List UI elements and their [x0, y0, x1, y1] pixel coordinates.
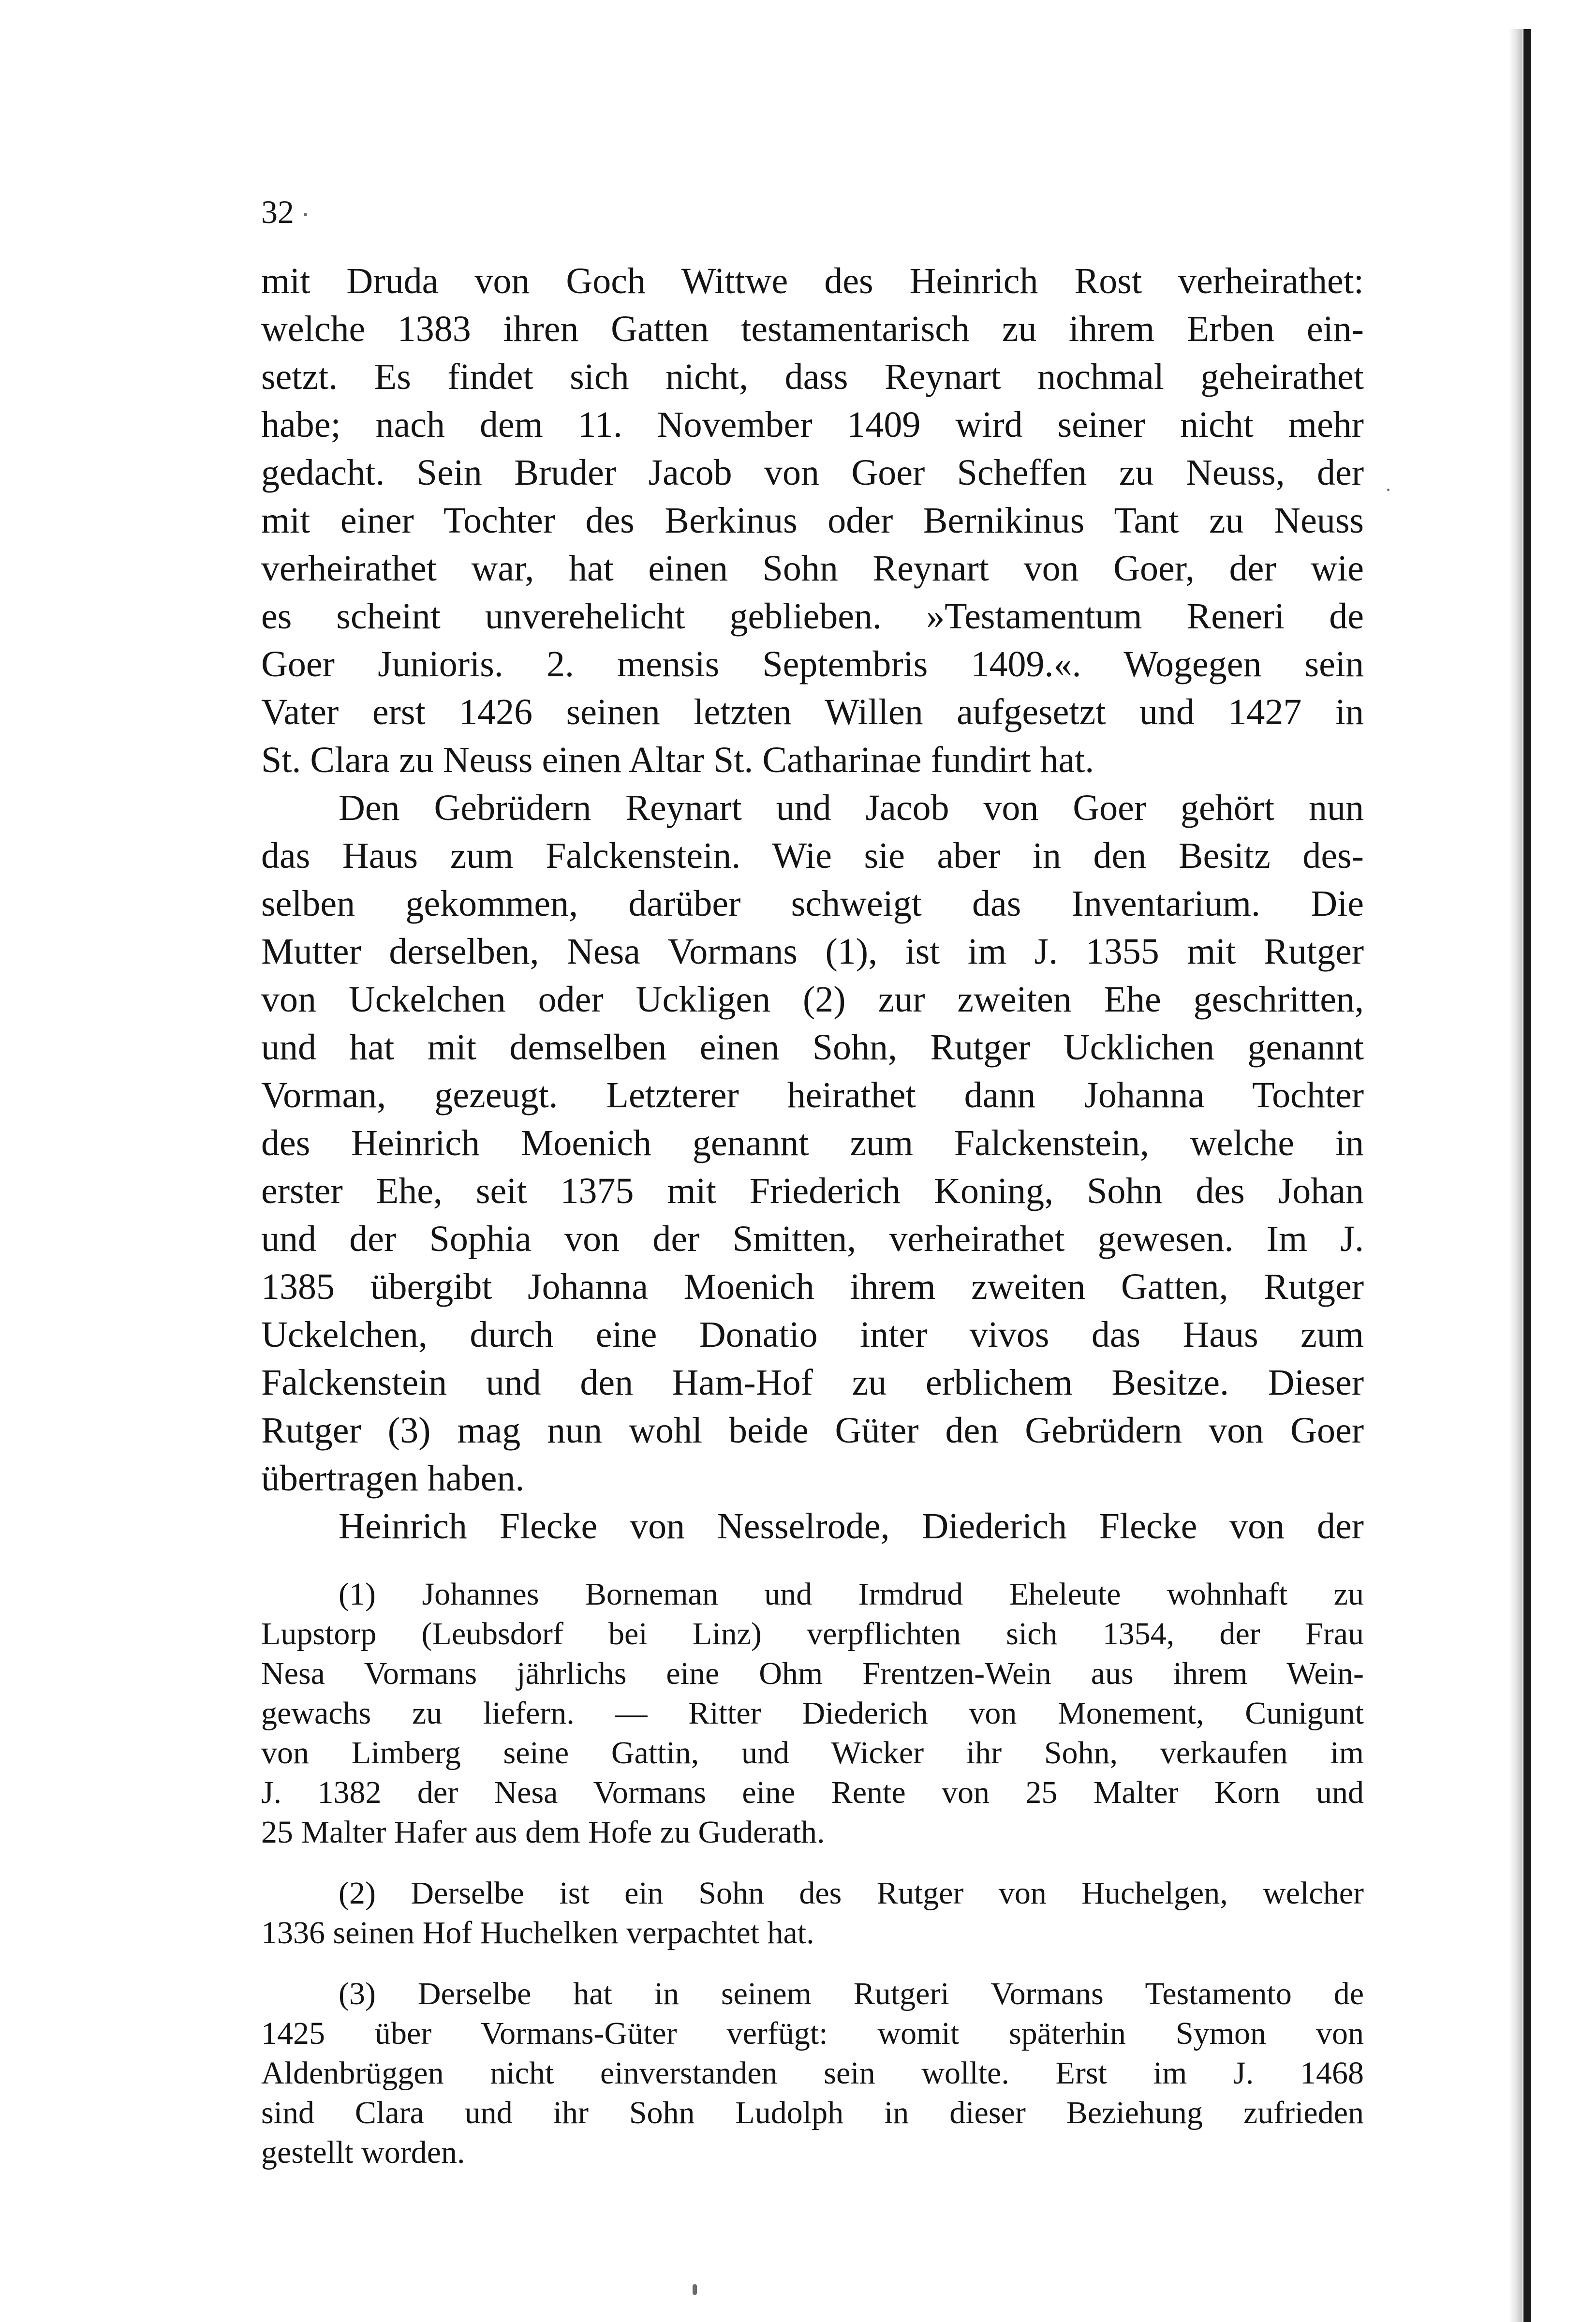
footnote-line: 1425 über Vormans-Güter verfügt: womit späterhin Symon von [261, 2016, 1364, 2051]
footnote-line: 1336 seinen Hof Huchelken verpachtet hat. [261, 1915, 814, 1950]
body-line: setzt. Es findet sich nicht, dass Reynart nochmal geheirathet [261, 357, 1364, 397]
footnote-line: Nesa Vormans jährlichs eine Ohm Frentzen-Wein aus ihrem Wein- [261, 1656, 1364, 1691]
body-line: es scheint unverehelicht geblieben. »Testamentum Reneri de [261, 596, 1364, 637]
body-line: St. Clara zu Neuss einen Altar St. Catharinae fundirt hat. [261, 740, 1094, 780]
footnote-3 [261, 1974, 1364, 2173]
page-edge-rule [1523, 29, 1531, 2322]
footnote-line: gestellt worden. [261, 2135, 465, 2170]
body-text [261, 257, 1364, 1550]
body-line: des Heinrich Moenich genannt zum Falckenstein, welche in [261, 1123, 1364, 1163]
footnote-2 [261, 1874, 1364, 1953]
page-edge-shadow [1509, 29, 1522, 2322]
footnote-line: 25 Malter Hafer aus dem Hofe zu Guderath. [261, 1815, 825, 1850]
footnote-line: (2) Derselbe ist ein Sohn des Rutger von Huchelgen, welcher [339, 1875, 1364, 1911]
page-number: 32 [261, 194, 294, 230]
body-line: Heinrich Flecke von Nesselrode, Diederich Flecke von der [339, 1506, 1364, 1547]
body-line: und hat mit demselben einen Sohn, Rutger Ucklichen genannt [261, 1027, 1364, 1068]
print-speck [1387, 489, 1389, 491]
body-line: verheirathet war, hat einen Sohn Reynart von Goer, der wie [261, 548, 1364, 589]
print-speck [693, 2284, 697, 2295]
body-line: erster Ehe, seit 1375 mit Friederich Koning, Sohn des Johan [261, 1171, 1364, 1211]
body-line: Uckelchen, durch eine Donatio inter vivos das Haus zum [261, 1314, 1364, 1355]
footnote-line: sind Clara und ihr Sohn Ludolph in dieser Beziehung zufrieden [261, 2095, 1364, 2130]
body-line: von Uckelchen oder Uckligen (2) zur zweiten Ehe geschritten, [261, 979, 1364, 1020]
body-line: Vater erst 1426 seinen letzten Willen aufgesetzt und 1427 in [261, 692, 1364, 732]
body-line: das Haus zum Falckenstein. Wie sie aber in den Besitz des- [261, 835, 1364, 876]
body-line: übertragen haben. [261, 1458, 525, 1499]
footnote-line: Aldenbrüggen nicht einverstanden sein wollte. Erst im J. 1468 [261, 2055, 1364, 2091]
body-line: Mutter derselben, Nesa Vormans (1), ist im J. 1355 mit Rutger [261, 931, 1364, 972]
footnote-line: J. 1382 der Nesa Vormans eine Rente von 25 Malter Korn und [261, 1775, 1364, 1810]
body-line: mit einer Tochter des Berkinus oder Bernikinus Tant zu Neuss [261, 500, 1364, 541]
footnotes [261, 1575, 1364, 2194]
body-line: habe; nach dem 11. November 1409 wird seiner nicht mehr [261, 404, 1364, 445]
body-line: Den Gebrüdern Reynart und Jacob von Goer gehört nun [339, 788, 1364, 828]
body-line: welche 1383 ihren Gatten testamentarisch zu ihrem Erben ein- [261, 309, 1364, 349]
footnote-line: Lupstorp (Leubsdorf bei Linz) verpflichten sich 1354, der Frau [261, 1616, 1364, 1652]
body-line: Goer Junioris. 2. mensis Septembris 1409.«. Wogegen sein [261, 644, 1364, 685]
body-line: Vorman, gezeugt. Letzterer heirathet dann Johanna Tochter [261, 1075, 1364, 1116]
footnote-line: (1) Johannes Borneman und Irmdrud Eheleute wohnhaft zu [339, 1577, 1364, 1612]
body-line: Falckenstein und den Ham-Hof zu erblichem Besitze. Dieser [261, 1362, 1364, 1403]
body-line: 1385 übergibt Johanna Moenich ihrem zweiten Gatten, Rutger [261, 1266, 1364, 1307]
footnote-line: von Limberg seine Gattin, und Wicker ihr Sohn, verkaufen im [261, 1735, 1364, 1771]
print-speck [304, 213, 307, 216]
footnote-1 [261, 1575, 1364, 1852]
body-line: mit Druda von Goch Wittwe des Heinrich Rost verheirathet: [261, 261, 1364, 301]
body-line: Rutger (3) mag nun wohl beide Güter den Gebrüdern von Goer [261, 1410, 1364, 1451]
footnote-line: (3) Derselbe hat in seinem Rutgeri Vormans Testamento de [339, 1976, 1364, 2011]
footnote-line: gewachs zu liefern. — Ritter Diederich von Monement, Cunigunt [261, 1696, 1364, 1731]
body-line: und der Sophia von der Smitten, verheirathet gewesen. Im J. [261, 1219, 1364, 1259]
body-line: gedacht. Sein Bruder Jacob von Goer Scheffen zu Neuss, der [261, 452, 1364, 493]
body-line: selben gekommen, darüber schweigt das Inventarium. Die [261, 883, 1364, 924]
